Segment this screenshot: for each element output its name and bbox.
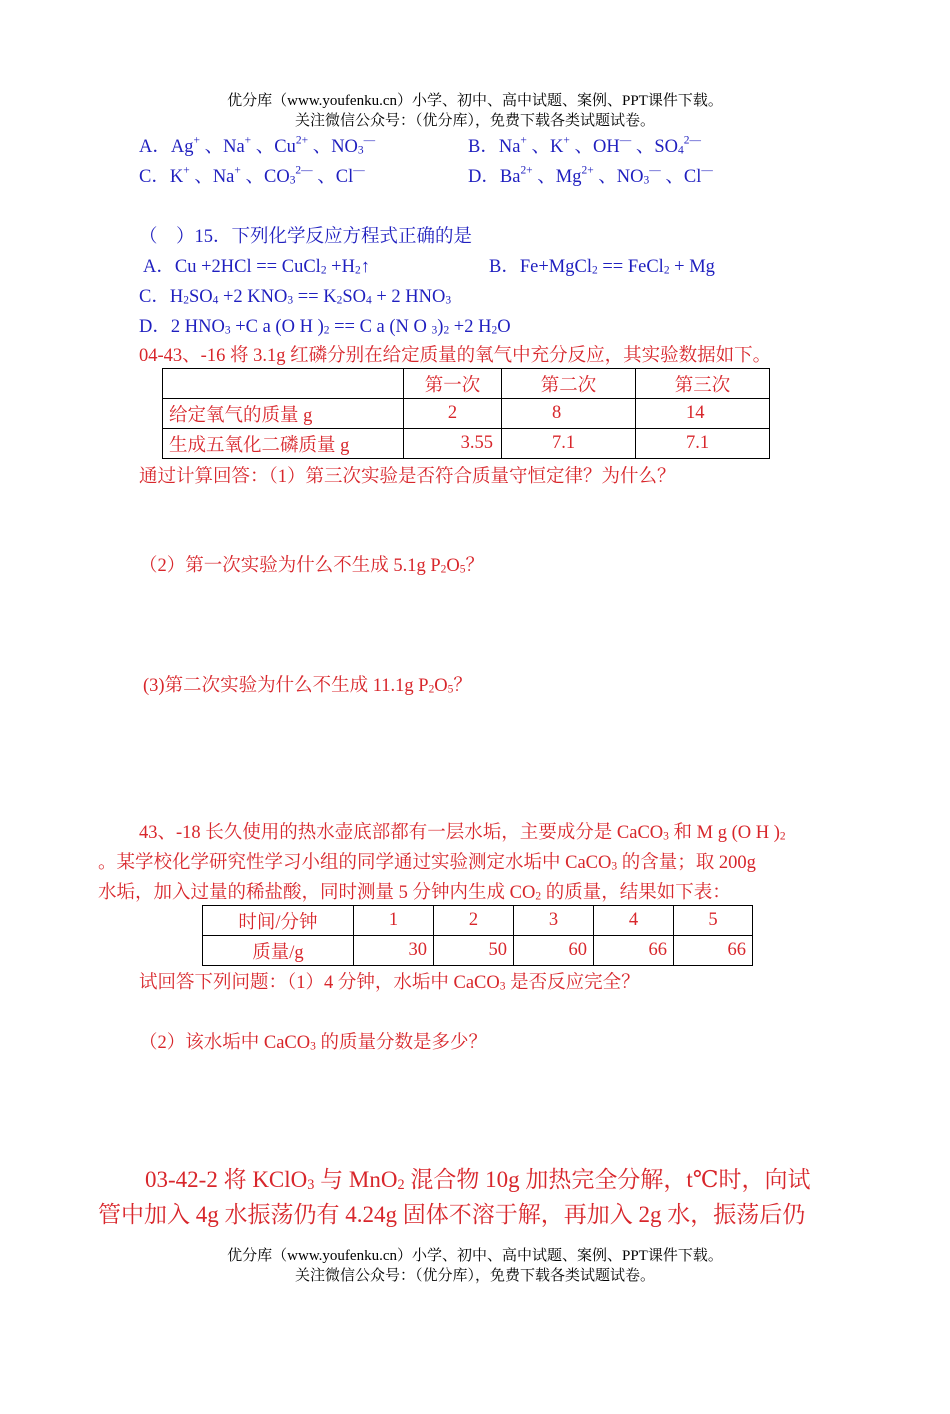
- q14-option-d: D．$Ba^{2+}$ 、$Mg^{2+}$ 、$NO_3^—$ 、Cl—: [468, 164, 713, 187]
- q15-option-a: A．Cu +2HCl == CuCl$_2$ $+H_2↑$: [143, 257, 370, 277]
- table-header-cell: 第三次: [636, 369, 770, 399]
- q14-option-a: A．Ag+ 、Na+ 、$Cu^{2+}$ 、$NO_3^—$: [139, 134, 376, 157]
- q15-option-b: B．Fe+MgCl$_2$ == FeCl$_2$ + Mg: [489, 257, 715, 277]
- table-cell: 66: [674, 936, 753, 966]
- q43-subquestion-2: （2）该水垢中 CaCO$_3$ 的质量分数是多少？: [139, 1033, 488, 1053]
- table-cell: [163, 369, 404, 399]
- q43-intro-line-2: 。某学校化学研究性学习小组的同学通过实验测定水垢中 CaCO$_3$ 的含量；取 200g: [98, 853, 756, 873]
- table-cell: 3.55: [404, 429, 502, 459]
- footer-line-2: 关注微信公众号：（优分库），免费下载各类试题试卷。: [294, 1268, 655, 1284]
- header-line-2: 关注微信公众号：（优分库），免费下载各类试题试卷。: [294, 113, 655, 129]
- q15-stem: （ ）15．下列化学反应方程式正确的是: [139, 227, 473, 247]
- q04-43-subquestion-2: （2）第一次实验为什么不生成 5.1g $P_2O_5$？: [139, 556, 485, 576]
- phosphorus-data-table: [162, 368, 770, 459]
- q15-option-c: C．$H_2SO_4 +2$ $KNO_3 == K_2SO_4 + 2$ $HNO_3$: [139, 287, 452, 307]
- q03-42-line-1: 03-42-2 将 KClO$_3$ 与 MnO$_2$ 混合物 10g 加热完全分解，t℃时，向试: [145, 1167, 811, 1194]
- table-cell: 给定氧气的质量 g: [163, 399, 404, 429]
- table-cell: 生成五氧化二磷质量 g: [163, 429, 404, 459]
- table-header-cell: 第一次: [404, 369, 502, 399]
- table-row: [203, 936, 753, 966]
- scale-data-table: [202, 905, 753, 966]
- table-cell: 66: [594, 936, 674, 966]
- table-cell: 1: [354, 906, 434, 936]
- footer-line-1: 优分库（www.youfenku.cn）小学、初中、高中试题、案例、PPT课件下载。: [227, 1248, 723, 1264]
- table-cell: 8: [502, 399, 636, 429]
- table-cell: 2: [404, 399, 502, 429]
- table-cell: 5: [674, 906, 753, 936]
- q15-option-d: D．2 $HNO_3 +C$ a (O H )$_2 == C$ a (N O $_3)_2 +2$ $H_2O$: [139, 317, 511, 337]
- table-cell: 14: [636, 399, 770, 429]
- table-header-cell: 第二次: [502, 369, 636, 399]
- q43-intro-line-3: 水垢，加入过量的稀盐酸，同时测量 5 分钟内生成 $CO_2$ 的质量，结果如下表：: [98, 883, 731, 903]
- table-row: [163, 429, 770, 459]
- table-cell: 4: [594, 906, 674, 936]
- q14-option-b: B．Na+ 、K+ 、OH— 、$SO_4^{2—}$: [468, 134, 701, 157]
- table-cell: 50: [434, 936, 514, 966]
- q43-intro-line-1: 43、-18 长久使用的热水壶底部都有一层水垢，主要成分是 CaCO$_3$ 和 M g (O H )$_2$: [139, 823, 786, 843]
- table-cell: 7.1: [502, 429, 636, 459]
- q43-subquestion-1: 试回答下列问题：（1）4 分钟，水垢中 CaCO$_3$ 是否反应完全？: [139, 973, 640, 993]
- q14-option-c: C．K+ 、Na+ 、$CO_3^{2—}$ 、Cl—: [139, 164, 365, 187]
- table-cell: 3: [514, 906, 594, 936]
- q04-43-subquestion-3: (3)第二次实验为什么不生成 11.1g $P_2O_5$？: [143, 676, 472, 696]
- q03-42-line-2: 管中加入 4g 水振荡仍有 4.24g 固体不溶于解，再加入 2g 水，振荡后仍: [98, 1202, 806, 1227]
- q04-43-subquestion-1: 通过计算回答：（1）第三次实验是否符合质量守恒定律？为什么？: [139, 467, 676, 487]
- table-cell: 60: [514, 936, 594, 966]
- q04-43-intro: 04-43、-16 将 3.1g 红磷分别在给定质量的氧气中充分反应，其实验数据如下。: [139, 346, 772, 366]
- table-cell: 7.1: [636, 429, 770, 459]
- table-row: [163, 369, 770, 399]
- table-cell: 时间/分钟: [203, 906, 354, 936]
- table-cell: 2: [434, 906, 514, 936]
- table-cell: 30: [354, 936, 434, 966]
- header-line-1: 优分库（www.youfenku.cn）小学、初中、高中试题、案例、PPT课件下载。: [227, 93, 723, 109]
- table-row: [163, 399, 770, 429]
- table-row: [203, 906, 753, 936]
- table-cell: 质量/g: [203, 936, 354, 966]
